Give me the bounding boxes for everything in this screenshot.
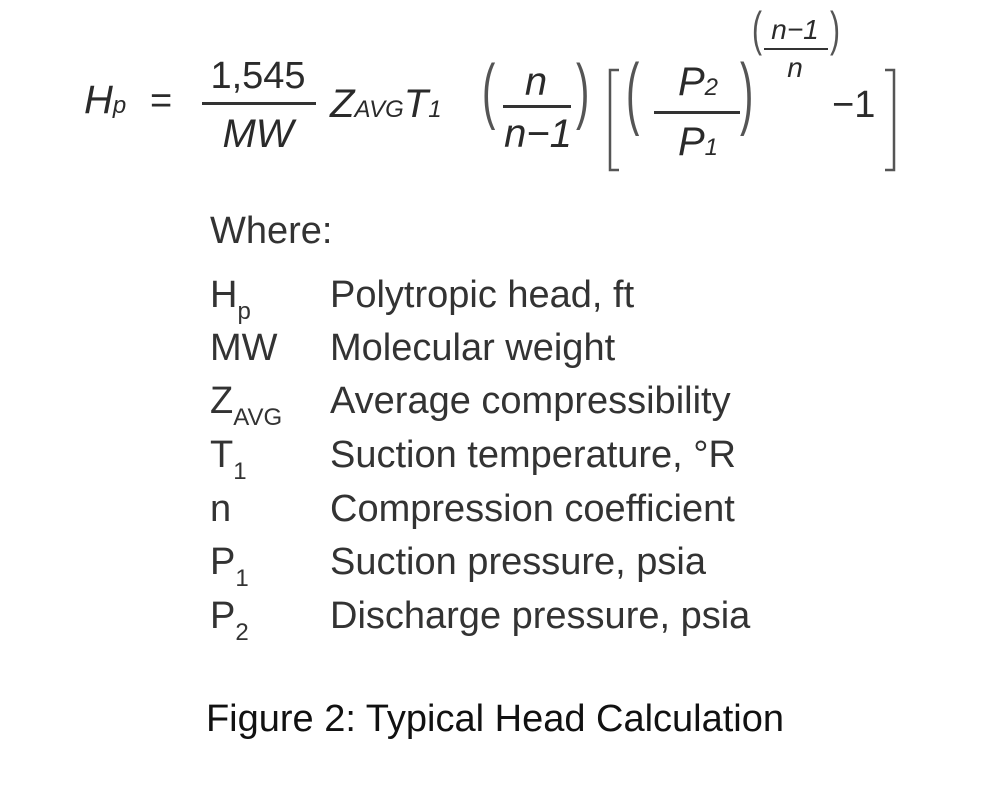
figure-caption: Figure 2: Typical Head Calculation [205,698,785,740]
eq-exp-fraction-bar [764,48,828,50]
eq-z-symbol: Z [330,82,355,126]
eq-paren-open-1: ( [482,52,496,132]
legend-symbol-zavg [210,380,283,431]
eq-p1-sub: 1 [704,134,719,161]
eq-exp-paren-open: ( [752,3,762,57]
legend-symbol-hp [210,274,251,325]
legend-desc-mw: Molecular weight [330,327,616,369]
eq-exp-numerator: n−1 [771,14,819,45]
legend-symbol-t1 [210,434,247,485]
eq-n-denominator: n−1 [504,112,572,156]
legend-symbol-sub: 1 [235,565,249,592]
eq-const-numerator: 1,545 [210,55,306,97]
eq-paren-close-2: ) [740,49,754,138]
legend-symbol-text: P [210,595,236,637]
legend-symbol-p1 [210,541,249,592]
eq-lhs [84,78,126,123]
legend-symbol-text: T [210,434,234,476]
legend-symbol-mw [210,329,278,367]
eq-const-fraction-bar [202,102,316,105]
eq-paren-open-2: ( [626,49,640,138]
eq-exp-denominator: n [787,52,803,83]
legend-desc-t1: Suction temperature, °R [330,434,736,476]
eq-exp-paren-close: ) [830,3,840,57]
eq-n-numerator: n [524,60,548,104]
legend-desc-p1: Suction pressure, psia [330,541,706,583]
legend-symbol-text: H [210,274,238,316]
eq-n-fraction-bar [503,105,571,108]
legend-symbol-sub: 2 [235,619,249,646]
legend-desc-hp: Polytropic head, ft [330,274,635,316]
legend-desc-zavg: Average compressibility [330,380,731,422]
legend-symbol-text: MW [210,327,278,369]
eq-minus-one: −1 [832,84,876,126]
eq-bracket-close [882,68,898,172]
legend-symbol-n [210,490,231,528]
eq-p-fraction-bar [654,111,740,114]
legend-heading: Where: [210,210,333,252]
eq-lhs-sub: p [112,92,127,119]
legend-symbol-text: Z [210,380,234,422]
eq-p1-symbol: P [677,120,705,164]
eq-p-numerator [656,60,740,105]
legend-symbol-sub: AVG [233,404,283,431]
eq-z-t [330,82,442,127]
legend-symbol-text: n [210,488,232,530]
legend-desc-n: Compression coefficient [330,488,735,530]
eq-paren-close-1: ) [576,52,590,132]
legend-symbol-p2 [210,595,249,646]
eq-p-denominator [656,120,740,165]
legend-symbol-sub: 1 [233,458,247,485]
legend-symbol-text: P [210,541,236,583]
eq-z-sub: AVG [354,96,404,123]
eq-t-symbol: T [403,82,429,126]
eq-bracket-open [606,68,622,172]
eq-const-denominator: MW [222,112,294,156]
eq-p2-symbol: P [677,60,705,104]
eq-p2-sub: 2 [704,74,719,101]
eq-lhs-symbol: H [84,78,113,122]
eq-equals: = [150,80,173,122]
legend-symbol-sub: p [237,298,251,325]
legend-desc-p2: Discharge pressure, psia [330,595,751,637]
eq-t-sub: 1 [428,96,442,123]
